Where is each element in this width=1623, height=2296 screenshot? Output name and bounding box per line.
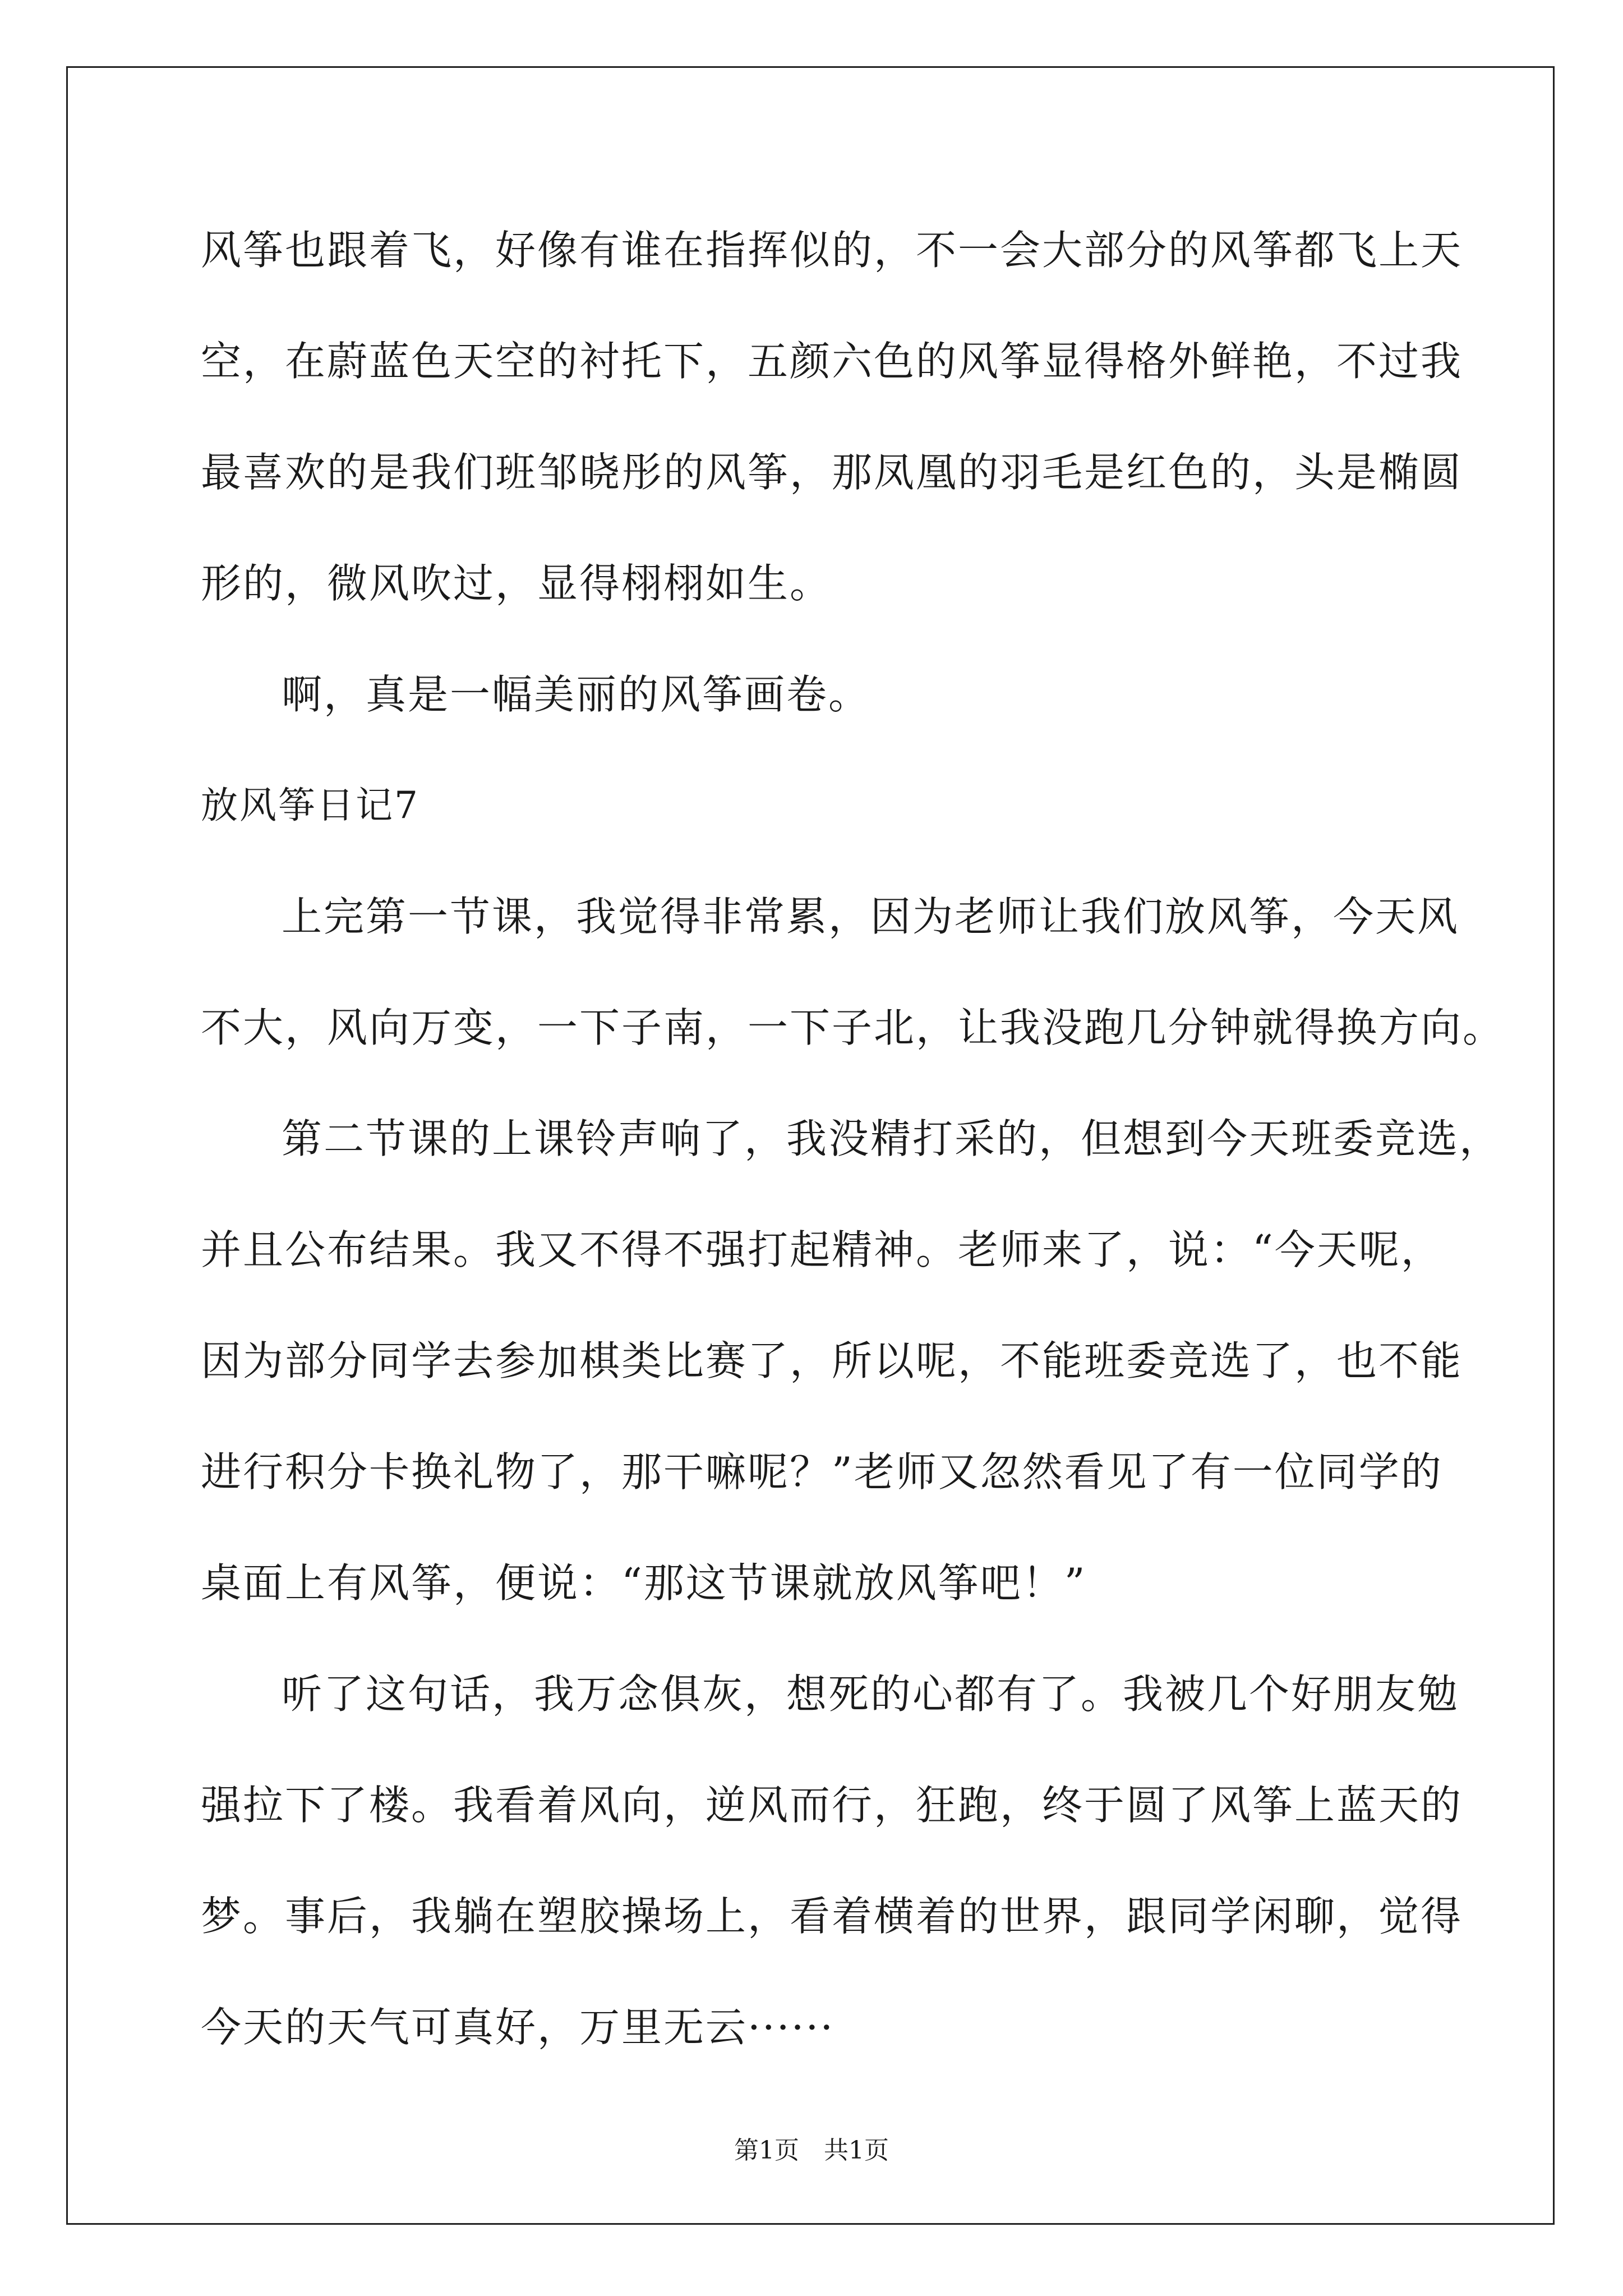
text-line: 第二节课的上课铃声响了，我没精打采的，但想到今天班委竞选， <box>282 1115 1502 1162</box>
text-line: 不大，风向万变，一下子南，一下子北，让我没跑几分钟就得换方向。 <box>201 1004 1505 1051</box>
text-line: 因为部分同学去参加棋类比赛了，所以呢，不能班委竞选了，也不能 <box>201 1337 1463 1384</box>
text-line: 桌面上有风筝，便说：“那这节课就放风筝吧！” <box>201 1559 1087 1607</box>
text-line: 强拉下了楼。我看着风向，逆风而行，狂跑，终于圆了风筝上蓝天的 <box>201 1782 1463 1829</box>
text-line: 今天的天气可真好，万里无云······ <box>201 2004 835 2051</box>
text-line: 最喜欢的是我们班邹晓彤的风筝，那凤凰的羽毛是红色的，头是椭圆 <box>201 449 1463 496</box>
text-line: 上完第一节课，我觉得非常累，因为老师让我们放风筝，今天风 <box>282 893 1460 940</box>
text-line: 并且公布结果。我又不得不强打起精神。老师来了，说：“今天呢， <box>201 1226 1443 1273</box>
page-footer: 第1页 共1页 <box>734 2136 889 2165</box>
text-line: 听了这句话，我万念俱灰，想死的心都有了。我被几个好朋友勉 <box>282 1671 1460 1718</box>
text-line: 进行积分卡换礼物了，那干嘛呢？”老师又忽然看见了有一位同学的 <box>201 1448 1443 1496</box>
text-line: 风筝也跟着飞，好像有谁在指挥似的，不一会大部分的风筝都飞上天 <box>201 227 1463 274</box>
text-line: 空，在蔚蓝色天空的衬托下，五颜六色的风筝显得格外鲜艳，不过我 <box>201 338 1463 385</box>
text-line: 梦。事后，我躺在塑胶操场上，看着横着的世界，跟同学闲聊，觉得 <box>201 1893 1463 1940</box>
section-heading: 放风筝日记7 <box>201 784 419 827</box>
text-line: 形的，微风吹过，显得栩栩如生。 <box>201 560 832 607</box>
text-line: 啊，真是一幅美丽的风筝画卷。 <box>282 671 871 718</box>
